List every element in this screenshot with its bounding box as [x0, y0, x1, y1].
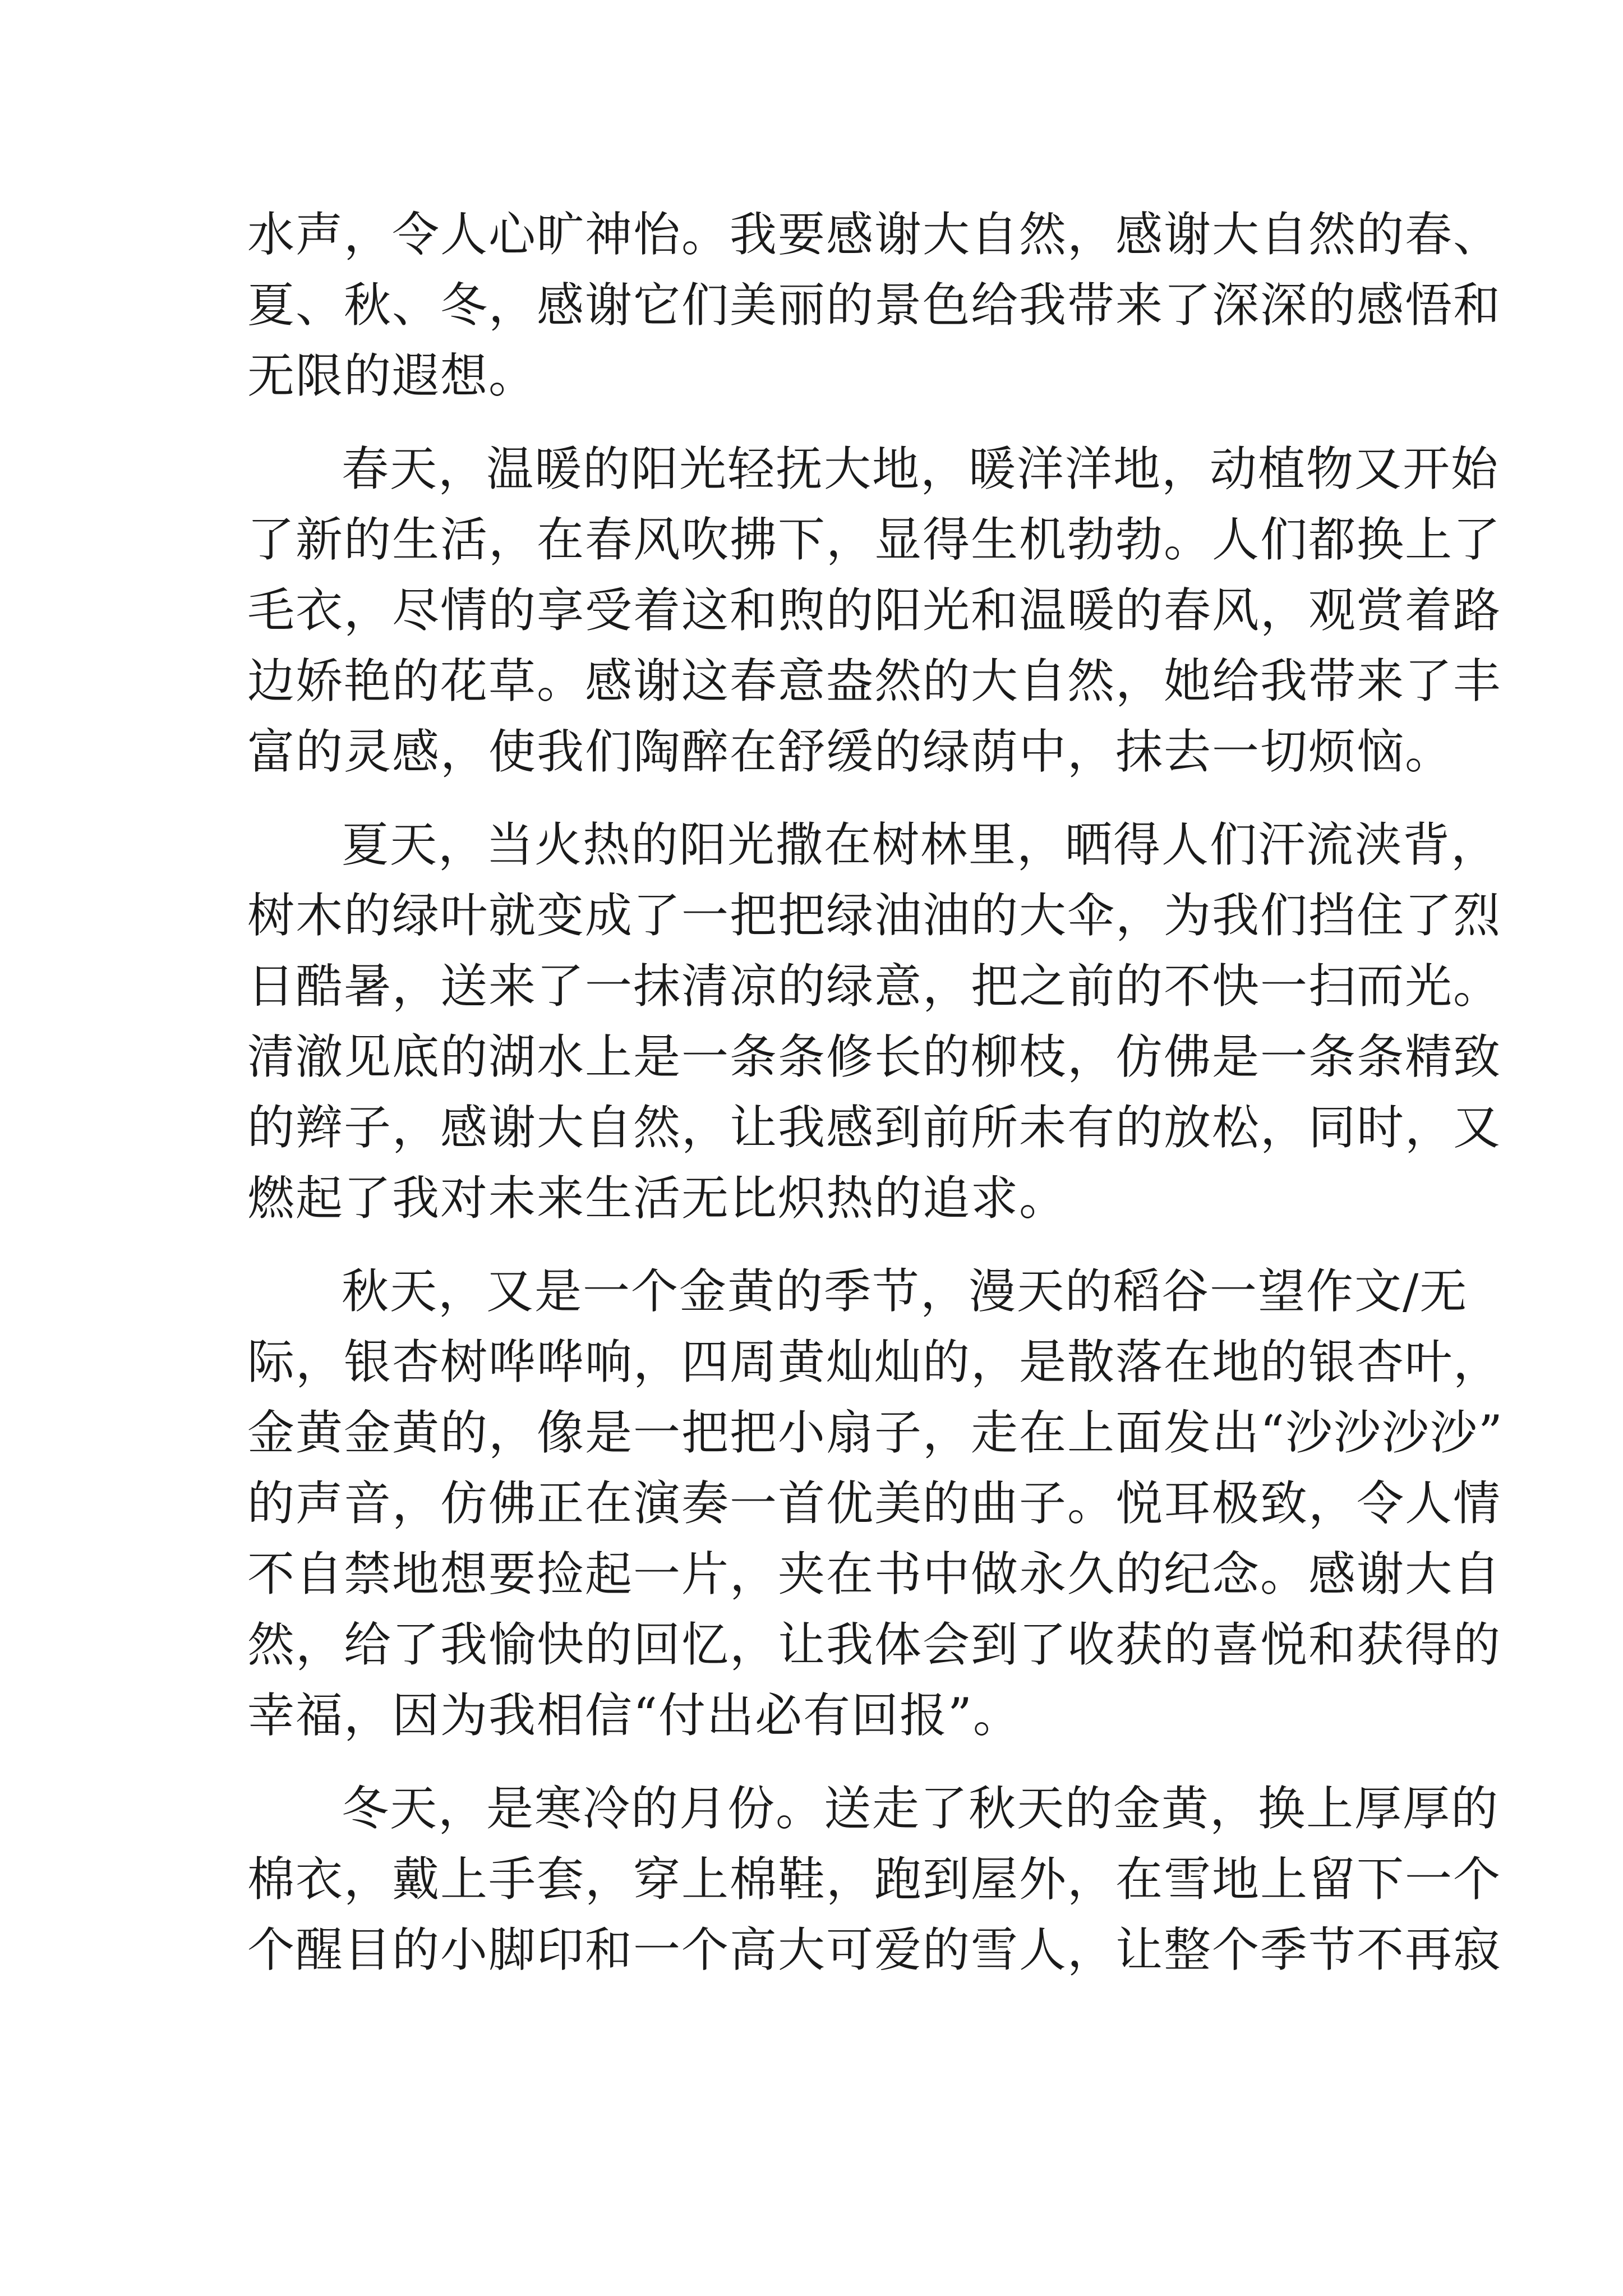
text-line: 际，银杏树哗哗响，四周黄灿灿的，是散落在地的银杏叶， — [247, 1335, 1502, 1389]
text-line: 无限的遐想。 — [247, 348, 537, 403]
text-line: 幸福，因为我相信“付出必有回报”。 — [247, 1688, 1021, 1743]
paragraph-spring — [247, 434, 1502, 787]
text-line: 富的灵感，使我们陶醉在舒缓的绿荫中，抹去一切烦恼。 — [247, 724, 1454, 779]
text-line: 不自禁地想要捡起一片，夹在书中做永久的纪念。感谢大自 — [247, 1547, 1502, 1602]
text-line: 清澈见底的湖水上是一条条修长的柳枝，仿佛是一条条精致 — [247, 1029, 1502, 1084]
text-line: 夏天，当火热的阳光撒在树林里，晒得人们汗流浃背， — [342, 817, 1500, 872]
text-line: 秋天，又是一个金黄的季节，漫天的稻谷一望作文/无 — [342, 1264, 1468, 1319]
text-line: 金黄金黄的，像是一把把小扇子，走在上面发出“沙沙沙沙” — [247, 1405, 1504, 1460]
text-line: 棉衣，戴上手套，穿上棉鞋，跑到屋外，在雪地上留下一个 — [247, 1852, 1502, 1907]
text-line: 夏、秋、冬，感谢它们美丽的景色给我带来了深深的感悟和 — [247, 278, 1502, 333]
paragraph-winter — [247, 1773, 1502, 1985]
text-line: 冬天，是寒冷的月份。送走了秋天的金黄，换上厚厚的 — [342, 1781, 1500, 1836]
text-line: 了新的生活，在春风吹拂下，显得生机勃勃。人们都换上了 — [247, 512, 1502, 567]
text-line: 水声，令人心旷神怡。我要感谢大自然，感谢大自然的春、 — [247, 207, 1502, 262]
document-body — [247, 199, 1504, 1985]
text-line: 燃起了我对未来生活无比炽热的追求。 — [247, 1171, 1068, 1226]
text-line: 日酷暑，送来了一抹清凉的绿意，把之前的不快一扫而光。 — [247, 959, 1502, 1014]
text-line: 毛衣，尽情的享受着这和煦的阳光和温暖的春风，观赏着路 — [247, 583, 1502, 638]
paragraph-autumn — [247, 1256, 1504, 1751]
text-line: 然，给了我愉快的回忆，让我体会到了收获的喜悦和获得的 — [247, 1617, 1502, 1672]
text-line: 春天，温暖的阳光轻抚大地，暖洋洋地，动植物又开始 — [342, 441, 1500, 496]
text-line: 个醒目的小脚印和一个高大可爱的雪人，让整个季节不再寂 — [247, 1922, 1502, 1977]
text-line: 的声音，仿佛正在演奏一首优美的曲子。悦耳极致，令人情 — [247, 1476, 1502, 1531]
text-line: 树木的绿叶就变成了一把把绿油油的大伞，为我们挡住了烈 — [247, 888, 1502, 943]
text-line: 的辫子，感谢大自然，让我感到前所未有的放松，同时，又 — [247, 1100, 1502, 1155]
text-line: 边娇艳的花草。感谢这春意盎然的大自然，她给我带来了丰 — [247, 654, 1502, 708]
paragraph-intro — [247, 199, 1502, 411]
paragraph-summer — [247, 809, 1502, 1234]
